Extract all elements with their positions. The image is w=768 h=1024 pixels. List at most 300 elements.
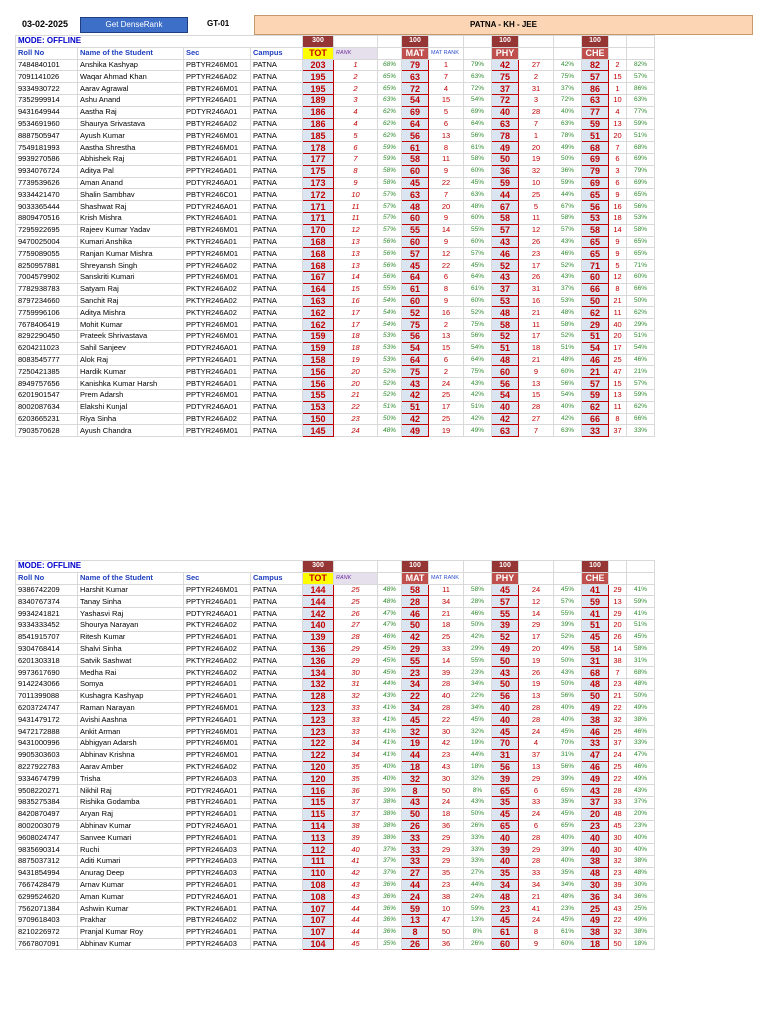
phy-percent: 23% bbox=[554, 903, 582, 915]
total-percent: 41% bbox=[378, 749, 402, 761]
rank: 44 bbox=[334, 926, 378, 938]
roll-no: 8083545777 bbox=[16, 354, 78, 366]
mat-score: 56 bbox=[402, 330, 429, 342]
roll-no: 7667807091 bbox=[16, 938, 78, 950]
mat-rank: 25 bbox=[429, 389, 464, 401]
mat-rank: 19 bbox=[429, 425, 464, 437]
campus: PATNA bbox=[251, 631, 303, 643]
phy-header: PHY bbox=[492, 47, 519, 59]
rank: 4 bbox=[334, 118, 378, 130]
mat-rank: 23 bbox=[429, 749, 464, 761]
phy-score: 40 bbox=[492, 401, 519, 413]
mat-percent: 44% bbox=[464, 749, 492, 761]
mat-score: 58 bbox=[402, 584, 429, 596]
blank bbox=[609, 561, 627, 573]
student-name: Satvik Sashwat bbox=[78, 655, 184, 667]
section: PPTYR246A03 bbox=[184, 844, 251, 856]
mat-percent: 61% bbox=[464, 283, 492, 295]
che-percent: 46% bbox=[627, 354, 655, 366]
table-row bbox=[16, 608, 655, 620]
phy-percent: 37% bbox=[554, 283, 582, 295]
blank bbox=[519, 47, 554, 59]
che-percent: 41% bbox=[627, 584, 655, 596]
che-score: 46 bbox=[582, 761, 609, 773]
total-percent: 59% bbox=[378, 142, 402, 154]
campus: PATNA bbox=[251, 130, 303, 142]
mat-rank: 16 bbox=[429, 307, 464, 319]
che-score: 33 bbox=[582, 737, 609, 749]
table-row bbox=[16, 106, 655, 118]
che-score: 59 bbox=[582, 118, 609, 130]
che-score: 65 bbox=[582, 248, 609, 260]
phy-score: 50 bbox=[492, 678, 519, 690]
total-percent: 55% bbox=[378, 283, 402, 295]
phy-score: 37 bbox=[492, 83, 519, 95]
mat-percent: 56% bbox=[464, 330, 492, 342]
che-rank: 29 bbox=[609, 608, 627, 620]
phy-rank: 9 bbox=[519, 938, 554, 950]
blank bbox=[378, 47, 402, 59]
total-percent: 36% bbox=[378, 891, 402, 903]
che-percent: 43% bbox=[627, 785, 655, 797]
mat-rank: 11 bbox=[429, 584, 464, 596]
total-score: 144 bbox=[303, 584, 334, 596]
total-score: 168 bbox=[303, 248, 334, 260]
rank: 38 bbox=[334, 820, 378, 832]
phy-score: 34 bbox=[492, 879, 519, 891]
table-row bbox=[16, 71, 655, 83]
section: PPTYR246A03 bbox=[184, 855, 251, 867]
rank: 18 bbox=[334, 330, 378, 342]
che-score: 21 bbox=[582, 366, 609, 378]
mat-percent: 69% bbox=[464, 106, 492, 118]
table-row bbox=[16, 248, 655, 260]
mat-percent: 13% bbox=[464, 914, 492, 926]
mat-rank: 18 bbox=[429, 619, 464, 631]
phy-percent: 56% bbox=[554, 690, 582, 702]
mat-rank: 13 bbox=[429, 130, 464, 142]
roll-no: 9431479172 bbox=[16, 714, 78, 726]
mat-rank: 10 bbox=[429, 903, 464, 915]
table-row bbox=[16, 177, 655, 189]
rank: 37 bbox=[334, 796, 378, 808]
phy-percent: 58% bbox=[554, 319, 582, 331]
mat-percent: 57% bbox=[464, 248, 492, 260]
roll-no: 8002087634 bbox=[16, 401, 78, 413]
blank bbox=[627, 47, 655, 59]
phy-rank: 28 bbox=[519, 702, 554, 714]
rank: 1 bbox=[334, 59, 378, 71]
blank bbox=[609, 47, 627, 59]
total-score: 108 bbox=[303, 879, 334, 891]
rank: 13 bbox=[334, 260, 378, 272]
mat-percent: 58% bbox=[464, 153, 492, 165]
phy-rank: 26 bbox=[519, 271, 554, 283]
che-percent: 62% bbox=[627, 401, 655, 413]
phy-rank: 28 bbox=[519, 855, 554, 867]
mat-percent: 19% bbox=[464, 737, 492, 749]
che-header: CHE bbox=[582, 572, 609, 584]
mat-rank: 42 bbox=[429, 737, 464, 749]
mat-rank: 11 bbox=[429, 153, 464, 165]
phy-score: 55 bbox=[492, 608, 519, 620]
rank: 23 bbox=[334, 413, 378, 425]
mat-score: 57 bbox=[402, 248, 429, 260]
phy-percent: 58% bbox=[554, 212, 582, 224]
che-percent: 38% bbox=[627, 714, 655, 726]
total-percent: 56% bbox=[378, 271, 402, 283]
total-score: 156 bbox=[303, 366, 334, 378]
total-percent: 53% bbox=[378, 342, 402, 354]
rank: 42 bbox=[334, 867, 378, 879]
che-rank: 33 bbox=[609, 796, 627, 808]
roll-no: 9334930722 bbox=[16, 83, 78, 95]
mat-score: 69 bbox=[402, 106, 429, 118]
che-percent: 68% bbox=[627, 667, 655, 679]
campus: PATNA bbox=[251, 201, 303, 213]
section: PBTYR246A01 bbox=[184, 796, 251, 808]
che-percent: 51% bbox=[627, 130, 655, 142]
phy-percent: 54% bbox=[554, 389, 582, 401]
total-score: 158 bbox=[303, 354, 334, 366]
total-score: 111 bbox=[303, 855, 334, 867]
rank: 41 bbox=[334, 855, 378, 867]
mat-score: 51 bbox=[402, 401, 429, 413]
total-score: 173 bbox=[303, 177, 334, 189]
total-percent: 38% bbox=[378, 820, 402, 832]
phy-score: 72 bbox=[492, 94, 519, 106]
student-name: Abhinav Krishna bbox=[78, 749, 184, 761]
rank: 7 bbox=[334, 153, 378, 165]
phy-score: 50 bbox=[492, 153, 519, 165]
mat-rank: 47 bbox=[429, 914, 464, 926]
phy-score: 23 bbox=[492, 903, 519, 915]
phy-percent: 43% bbox=[554, 667, 582, 679]
student-name: Ashwin Kumar bbox=[78, 903, 184, 915]
mat-rank: 20 bbox=[429, 201, 464, 213]
phy-score: 75 bbox=[492, 71, 519, 83]
che-percent: 60% bbox=[627, 271, 655, 283]
mat-score: 55 bbox=[402, 655, 429, 667]
blank bbox=[429, 36, 464, 48]
phy-score: 65 bbox=[492, 785, 519, 797]
section: PDTYR246A01 bbox=[184, 201, 251, 213]
phy-rank: 31 bbox=[519, 83, 554, 95]
total-percent: 58% bbox=[378, 177, 402, 189]
mat-rank: 6 bbox=[429, 271, 464, 283]
rank: 43 bbox=[334, 879, 378, 891]
phy-percent: 55% bbox=[554, 608, 582, 620]
section: PBTYR246M01 bbox=[184, 130, 251, 142]
che-percent: 65% bbox=[627, 189, 655, 201]
mat-rank: 39 bbox=[429, 667, 464, 679]
table-row bbox=[16, 643, 655, 655]
total-score: 145 bbox=[303, 425, 334, 437]
mat-score: 60 bbox=[402, 295, 429, 307]
mat-score: 61 bbox=[402, 283, 429, 295]
che-percent: 47% bbox=[627, 749, 655, 761]
campus: PATNA bbox=[251, 224, 303, 236]
che-rank: 48 bbox=[609, 808, 627, 820]
mat-score: 56 bbox=[402, 130, 429, 142]
table-row bbox=[16, 867, 655, 879]
campus: PATNA bbox=[251, 891, 303, 903]
che-percent: 30% bbox=[627, 879, 655, 891]
student-name: Shourya Narayan bbox=[78, 619, 184, 631]
table-row bbox=[16, 413, 655, 425]
rank: 35 bbox=[334, 773, 378, 785]
mat-rank: 22 bbox=[429, 260, 464, 272]
mat-rank: 24 bbox=[429, 378, 464, 390]
mat-percent: 60% bbox=[464, 236, 492, 248]
che-max: 100 bbox=[582, 36, 609, 48]
mat-score: 34 bbox=[402, 702, 429, 714]
che-score: 68 bbox=[582, 142, 609, 154]
section: PBTYR246C01 bbox=[184, 189, 251, 201]
total-score: 112 bbox=[303, 844, 334, 856]
phy-rank: 5 bbox=[519, 201, 554, 213]
total-percent: 47% bbox=[378, 608, 402, 620]
phy-rank: 21 bbox=[519, 354, 554, 366]
student-name: Nikhil Raj bbox=[78, 785, 184, 797]
student-name: Ranjan Kumar Mishra bbox=[78, 248, 184, 260]
campus-header: Campus bbox=[251, 572, 303, 584]
mat-rank: 18 bbox=[429, 808, 464, 820]
che-score: 79 bbox=[582, 165, 609, 177]
che-percent: 58% bbox=[627, 224, 655, 236]
table-row bbox=[16, 342, 655, 354]
student-name: Aman Kumar bbox=[78, 891, 184, 903]
campus: PATNA bbox=[251, 153, 303, 165]
total-score: 178 bbox=[303, 142, 334, 154]
phy-rank: 33 bbox=[519, 796, 554, 808]
phy-score: 42 bbox=[492, 59, 519, 71]
total-score: 120 bbox=[303, 773, 334, 785]
campus: PATNA bbox=[251, 295, 303, 307]
total-percent: 65% bbox=[378, 71, 402, 83]
mat-rank: 9 bbox=[429, 212, 464, 224]
che-rank: 4 bbox=[609, 106, 627, 118]
mat-score: 79 bbox=[402, 59, 429, 71]
che-score: 69 bbox=[582, 153, 609, 165]
phy-rank: 10 bbox=[519, 177, 554, 189]
campus: PATNA bbox=[251, 619, 303, 631]
che-rank: 9 bbox=[609, 189, 627, 201]
mat-rank: 8 bbox=[429, 142, 464, 154]
che-rank: 32 bbox=[609, 714, 627, 726]
blank bbox=[609, 572, 627, 584]
total-score: 123 bbox=[303, 726, 334, 738]
total-percent: 44% bbox=[378, 678, 402, 690]
rank-header: RANK bbox=[334, 47, 378, 59]
campus: PATNA bbox=[251, 914, 303, 926]
name-header: Name of the Student bbox=[78, 47, 184, 59]
mat-rank: 7 bbox=[429, 189, 464, 201]
total-percent: 63% bbox=[378, 94, 402, 106]
rank: 33 bbox=[334, 702, 378, 714]
roll-no: 9508220271 bbox=[16, 785, 78, 797]
mat-percent: 63% bbox=[464, 71, 492, 83]
che-percent: 56% bbox=[627, 201, 655, 213]
che-score: 53 bbox=[582, 212, 609, 224]
campus: PATNA bbox=[251, 330, 303, 342]
che-rank: 6 bbox=[609, 177, 627, 189]
che-percent: 51% bbox=[627, 619, 655, 631]
phy-rank: 4 bbox=[519, 737, 554, 749]
rank: 43 bbox=[334, 891, 378, 903]
campus: PATNA bbox=[251, 938, 303, 950]
che-score: 47 bbox=[582, 749, 609, 761]
rank: 24 bbox=[334, 425, 378, 437]
total-score: 134 bbox=[303, 667, 334, 679]
mat-rank: 14 bbox=[429, 655, 464, 667]
campus: PATNA bbox=[251, 761, 303, 773]
mat-score: 60 bbox=[402, 236, 429, 248]
blank bbox=[519, 36, 554, 48]
campus: PATNA bbox=[251, 271, 303, 283]
che-score: 62 bbox=[582, 401, 609, 413]
campus: PATNA bbox=[251, 71, 303, 83]
campus: PATNA bbox=[251, 785, 303, 797]
mat-percent: 75% bbox=[464, 366, 492, 378]
student-name: Ayush Kumar bbox=[78, 130, 184, 142]
mat-percent: 61% bbox=[464, 142, 492, 154]
phy-rank: 37 bbox=[519, 749, 554, 761]
section: PPTYR246A01 bbox=[184, 832, 251, 844]
mat-score: 8 bbox=[402, 785, 429, 797]
student-name: Shashwat Raj bbox=[78, 201, 184, 213]
roll-header: Roll No bbox=[16, 572, 78, 584]
phy-score: 37 bbox=[492, 283, 519, 295]
che-rank: 14 bbox=[609, 224, 627, 236]
roll-no: 6204211023 bbox=[16, 342, 78, 354]
che-rank: 21 bbox=[609, 295, 627, 307]
phy-percent: 37% bbox=[554, 83, 582, 95]
mat-rank: 14 bbox=[429, 224, 464, 236]
mat-score: 60 bbox=[402, 165, 429, 177]
mat-score: 26 bbox=[402, 938, 429, 950]
total-score: 195 bbox=[303, 71, 334, 83]
che-score: 41 bbox=[582, 608, 609, 620]
table-row bbox=[16, 832, 655, 844]
campus: PATNA bbox=[251, 667, 303, 679]
total-percent: 40% bbox=[378, 761, 402, 773]
mode-label: MODE: OFFLINE bbox=[16, 561, 303, 573]
che-score: 71 bbox=[582, 260, 609, 272]
mat-rank: 22 bbox=[429, 177, 464, 189]
rank: 37 bbox=[334, 808, 378, 820]
che-rank: 21 bbox=[609, 690, 627, 702]
campus: PATNA bbox=[251, 678, 303, 690]
mat-score: 26 bbox=[402, 820, 429, 832]
table-row bbox=[16, 749, 655, 761]
che-rank: 43 bbox=[609, 903, 627, 915]
blank bbox=[519, 561, 554, 573]
mat-percent: 63% bbox=[464, 189, 492, 201]
section: PPTYR246M01 bbox=[184, 726, 251, 738]
report-header bbox=[0, 15, 768, 35]
student-name: Yashasvi Raj bbox=[78, 608, 184, 620]
mat-rank: 23 bbox=[429, 879, 464, 891]
mat-percent: 59% bbox=[464, 903, 492, 915]
mat-percent: 26% bbox=[464, 820, 492, 832]
mat-rank: 36 bbox=[429, 938, 464, 950]
che-rank: 1 bbox=[609, 83, 627, 95]
rank: 20 bbox=[334, 366, 378, 378]
phy-rank: 13 bbox=[519, 761, 554, 773]
phy-max: 100 bbox=[492, 36, 519, 48]
phy-rank: 16 bbox=[519, 295, 554, 307]
table-row bbox=[16, 295, 655, 307]
total-score: 104 bbox=[303, 938, 334, 950]
mat-rank: 9 bbox=[429, 165, 464, 177]
tot-max: 300 bbox=[303, 561, 334, 573]
phy-rank: 24 bbox=[519, 584, 554, 596]
roll-no: 7562071384 bbox=[16, 903, 78, 915]
roll-no: 8250957881 bbox=[16, 260, 78, 272]
roll-no: 7759089055 bbox=[16, 248, 78, 260]
phy-score: 78 bbox=[492, 130, 519, 142]
mat-rank: 22 bbox=[429, 714, 464, 726]
campus: PATNA bbox=[251, 354, 303, 366]
phy-score: 67 bbox=[492, 201, 519, 213]
section: PBTYR246A01 bbox=[184, 378, 251, 390]
student-name: Shreyansh Singh bbox=[78, 260, 184, 272]
section: PDTYR246A01 bbox=[184, 608, 251, 620]
che-percent: 69% bbox=[627, 177, 655, 189]
table-row bbox=[16, 596, 655, 608]
table-row bbox=[16, 655, 655, 667]
che-percent: 65% bbox=[627, 236, 655, 248]
mat-score: 42 bbox=[402, 413, 429, 425]
che-score: 38 bbox=[582, 926, 609, 938]
total-percent: 57% bbox=[378, 189, 402, 201]
table-row bbox=[16, 330, 655, 342]
total-percent: 47% bbox=[378, 619, 402, 631]
total-score: 113 bbox=[303, 832, 334, 844]
student-name: Waqar Ahmad Khan bbox=[78, 71, 184, 83]
che-percent: 46% bbox=[627, 726, 655, 738]
total-score: 163 bbox=[303, 295, 334, 307]
phy-percent: 34% bbox=[554, 879, 582, 891]
mat-percent: 58% bbox=[464, 584, 492, 596]
get-dense-rank-button[interactable]: Get DenseRank bbox=[80, 17, 188, 33]
blank bbox=[554, 36, 582, 48]
mode-label: MODE: OFFLINE bbox=[16, 36, 303, 48]
student-name: Avishi Aashna bbox=[78, 714, 184, 726]
phy-rank: 25 bbox=[519, 189, 554, 201]
phy-rank: 31 bbox=[519, 283, 554, 295]
total-score: 203 bbox=[303, 59, 334, 71]
che-percent: 59% bbox=[627, 596, 655, 608]
student-name: Sahil Sanjeev bbox=[78, 342, 184, 354]
rank: 14 bbox=[334, 271, 378, 283]
roll-no: 9608024747 bbox=[16, 832, 78, 844]
mat-score: 59 bbox=[402, 903, 429, 915]
roll-no: 7678406419 bbox=[16, 319, 78, 331]
student-name: Kanishka Kumar Harsh bbox=[78, 378, 184, 390]
section: PPTYR246M01 bbox=[184, 271, 251, 283]
phy-rank: 12 bbox=[519, 596, 554, 608]
blank bbox=[378, 572, 402, 584]
campus: PATNA bbox=[251, 212, 303, 224]
student-name: Arnav Kumar bbox=[78, 879, 184, 891]
mat-rank: 30 bbox=[429, 726, 464, 738]
mat-percent: 23% bbox=[464, 667, 492, 679]
total-percent: 56% bbox=[378, 236, 402, 248]
mat-score: 49 bbox=[402, 425, 429, 437]
section: PBTYR246A01 bbox=[184, 153, 251, 165]
